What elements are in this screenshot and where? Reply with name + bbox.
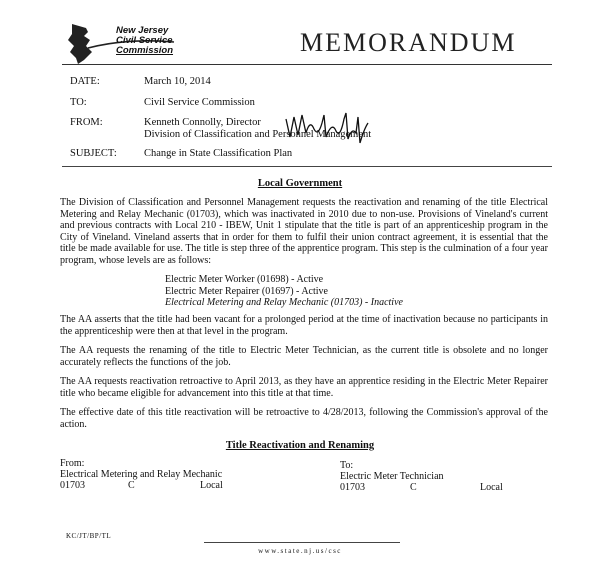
section-title: Local Government <box>257 178 343 189</box>
from-heading: From: <box>60 458 85 469</box>
paragraph-3: The AA requests the renaming of the title to Electric Meter Technician, as the current title is obsolete and no longer accurately reflects the functions of the job. <box>60 345 548 368</box>
paragraph-2: The AA asserts that the title had been vacant for a prolonged period at the time of inactivation because no participants in the apprenticeship were then at that level in the program. <box>60 314 548 337</box>
from-jurisdiction: Local <box>200 480 223 491</box>
footer-url: www.state.nj.us/csc <box>258 547 342 555</box>
apprentice-levels-list <box>165 274 403 309</box>
paragraph-4: The AA requests reactivation retroactive to April 2013, as they have an apprentice residing in the Electric Meter Repairer title who became eligible for advancement into this title at that time. <box>60 376 548 399</box>
level-item: Electric Meter Worker (01698) - Active <box>165 274 324 285</box>
from-code: 01703 <box>60 480 85 491</box>
signature-image <box>284 109 370 145</box>
logo-line-3: Commission <box>116 45 174 56</box>
logo-wordmark <box>116 26 173 56</box>
to-title: Electric Meter Technician <box>340 471 444 482</box>
typist-initials: KC/JT/BP/TL <box>66 532 112 540</box>
to-jurisdiction: Local <box>480 482 503 493</box>
paragraph-5: The effective date of this title reactivation will be retroactive to 4/28/2013, following the Commission's approval of the action. <box>60 407 548 430</box>
to-label: TO: <box>70 97 87 108</box>
header-rule <box>62 64 552 65</box>
memo-title: MEMORANDUM <box>300 28 517 57</box>
to-code: 01703 <box>340 482 365 493</box>
subject-value: Change in State Classification Plan <box>144 148 293 159</box>
to-heading: To: <box>340 460 354 471</box>
from-value-line2: Division of Classification and Personnel Management <box>144 129 372 140</box>
level-item: Electric Meter Repairer (01697) - Active <box>165 285 328 297</box>
to-value: Civil Service Commission <box>144 97 255 108</box>
date-label: DATE: <box>70 76 100 87</box>
table-title: Title Reactivation and Renaming <box>225 440 375 451</box>
from-title: Electrical Metering and Relay Mechanic <box>60 469 223 480</box>
footer-rule <box>204 542 400 543</box>
date-value: March 10, 2014 <box>144 76 211 87</box>
subject-rule <box>62 166 552 167</box>
paragraph-1: The Division of Classification and Personnel Management requests the reactivation and renaming of the title Electrical Metering and Relay Mechanic (01703), which was inactivated in 2010 due to non-use. Provisions of Vineland's current and previous contracts with Local 210 - IBEW, Unit 1 stipulate that the title is part of an apprenticeship program in the City of Vineland. Vineland asserts that in order for them to fulfil their union contract agreement, it is essential that the title be made available for use. The title is step three of the apprentice program. This step is the culmination of a four year program, whose levels are as follows: <box>60 197 548 266</box>
from-label: FROM: <box>70 117 103 128</box>
logo-line-2: Civil Service <box>116 35 173 46</box>
from-value-line1: Kenneth Connolly, Director <box>144 117 261 128</box>
from-class: C <box>128 480 135 491</box>
to-class: C <box>410 482 417 493</box>
level-item: Electrical Metering and Relay Mechanic (01703) - Inactive <box>165 297 403 309</box>
logo-line-1: New Jersey <box>116 25 169 36</box>
subject-label: SUBJECT: <box>70 148 117 159</box>
